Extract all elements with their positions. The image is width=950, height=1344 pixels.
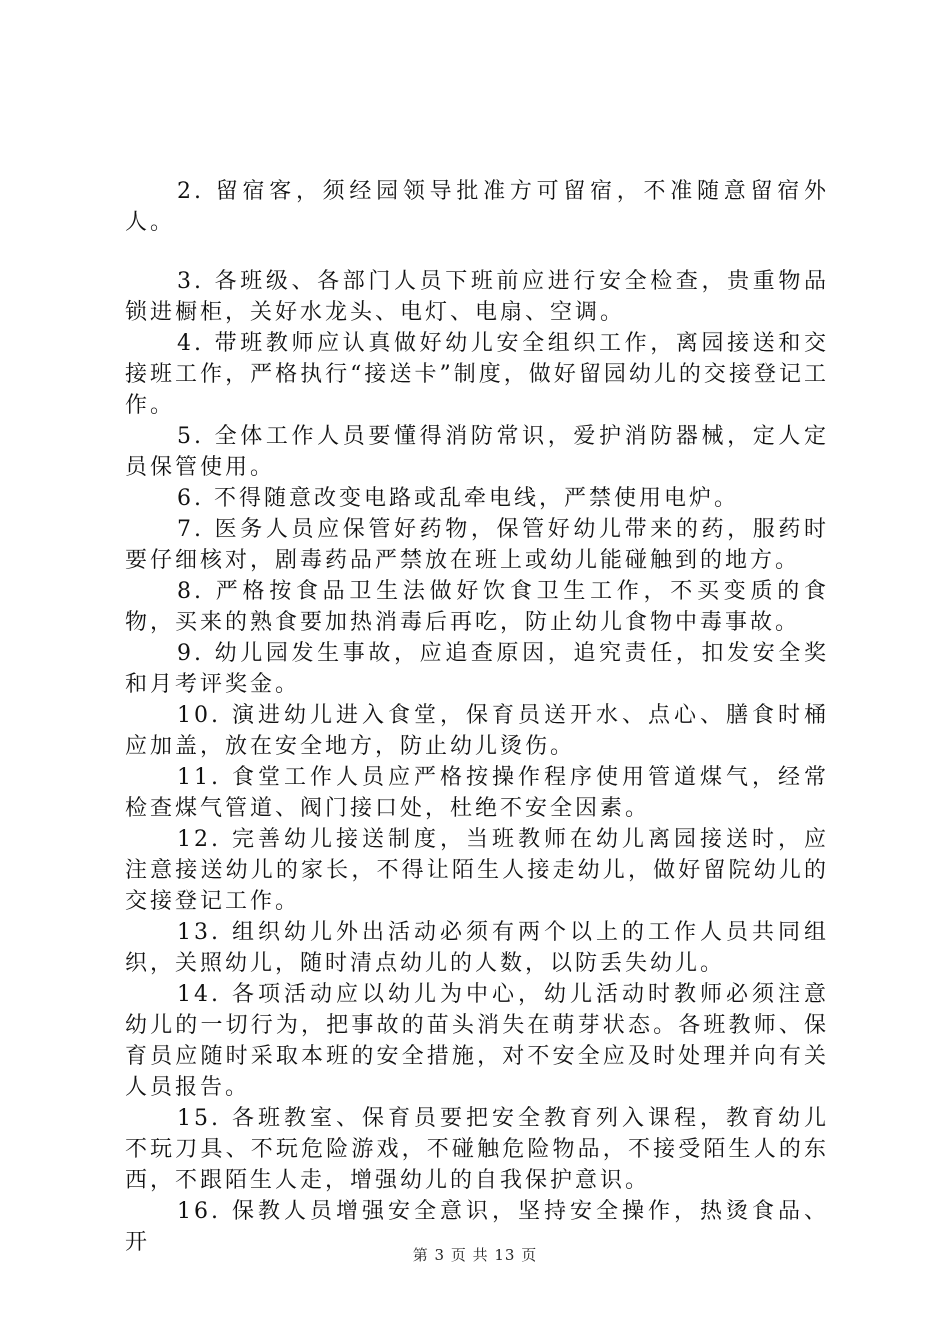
paragraph-rule-3: 3. 各班级、各部门人员下班前应进行安全检查，贵重物品锁进橱柜，关好水龙头、电灯、电扇、空调。 xyxy=(125,269,829,325)
paragraph-rule-7: 7. 医务人员应保管好药物，保管好幼儿带来的药，服药时要仔细核对，剧毒药品严禁放在班上或幼儿能碰触到的地方。 xyxy=(125,517,829,573)
paragraph-rule-13: 13. 组织幼儿外出活动必须有两个以上的工作人员共同组织，关照幼儿，随时清点幼儿的人数，以防丢失幼儿。 xyxy=(125,920,829,976)
paragraph-rule-8: 8. 严格按食品卫生法做好饮食卫生工作，不买变质的食物，买来的熟食要加热消毒后再吃，防止幼儿食物中毒事故。 xyxy=(125,579,829,635)
paragraph-rule-5: 5. 全体工作人员要懂得消防常识，爱护消防器械，定人定员保管使用。 xyxy=(125,424,829,480)
paragraph-rule-6: 6. 不得随意改变电路或乱牵电线，严禁使用电炉。 xyxy=(177,486,739,511)
paragraph-rule-12: 12. 完善幼儿接送制度，当班教师在幼儿离园接送时，应注意接送幼儿的家长，不得让陌生人接走幼儿，做好留院幼儿的交接登记工作。 xyxy=(125,827,829,914)
paragraph-rule-4: 4. 带班教师应认真做好幼儿安全组织工作，离园接送和交接班工作，严格执行“接送卡”制度，做好留园幼儿的交接登记工作。 xyxy=(125,331,829,418)
paragraph-rule-2: 2. 留宿客，须经园领导批准方可留宿，不准随意留宿外人。 xyxy=(125,179,829,235)
page-footer: 第 3 页 共 13 页 xyxy=(412,1246,538,1264)
paragraph-rule-11: 11. 食堂工作人员应严格按操作程序使用管道煤气，经常检查煤气管道、阀门接口处，杜绝不安全因素。 xyxy=(125,765,829,821)
document-body xyxy=(125,176,829,1258)
paragraph-rule-10: 10. 演进幼儿进入食堂，保育员送开水、点心、膳食时桶应加盖，放在安全地方，防止幼儿烫伤。 xyxy=(125,703,829,759)
paragraph-rule-15: 15. 各班教室、保育员要把安全教育列入课程，教育幼儿不玩刀具、不玩危险游戏，不碰触危险物品，不接受陌生人的东西，不跟陌生人走，增强幼儿的自我保护意识。 xyxy=(125,1106,829,1193)
paragraph-rule-14: 14. 各项活动应以幼儿为中心，幼儿活动时教师必须注意幼儿的一切行为，把事故的苗头消失在萌芽状态。各班教师、保育员应随时采取本班的安全措施，对不安全应及时处理并向有关人员报告。 xyxy=(125,982,829,1100)
paragraph-rule-9: 9. 幼儿园发生事故，应追查原因，追究责任，扣发安全奖和月考评奖金。 xyxy=(125,641,829,697)
paragraph-rule-16: 16. 保教人员增强安全意识，坚持安全操作，热烫食品、开 xyxy=(125,1199,829,1255)
